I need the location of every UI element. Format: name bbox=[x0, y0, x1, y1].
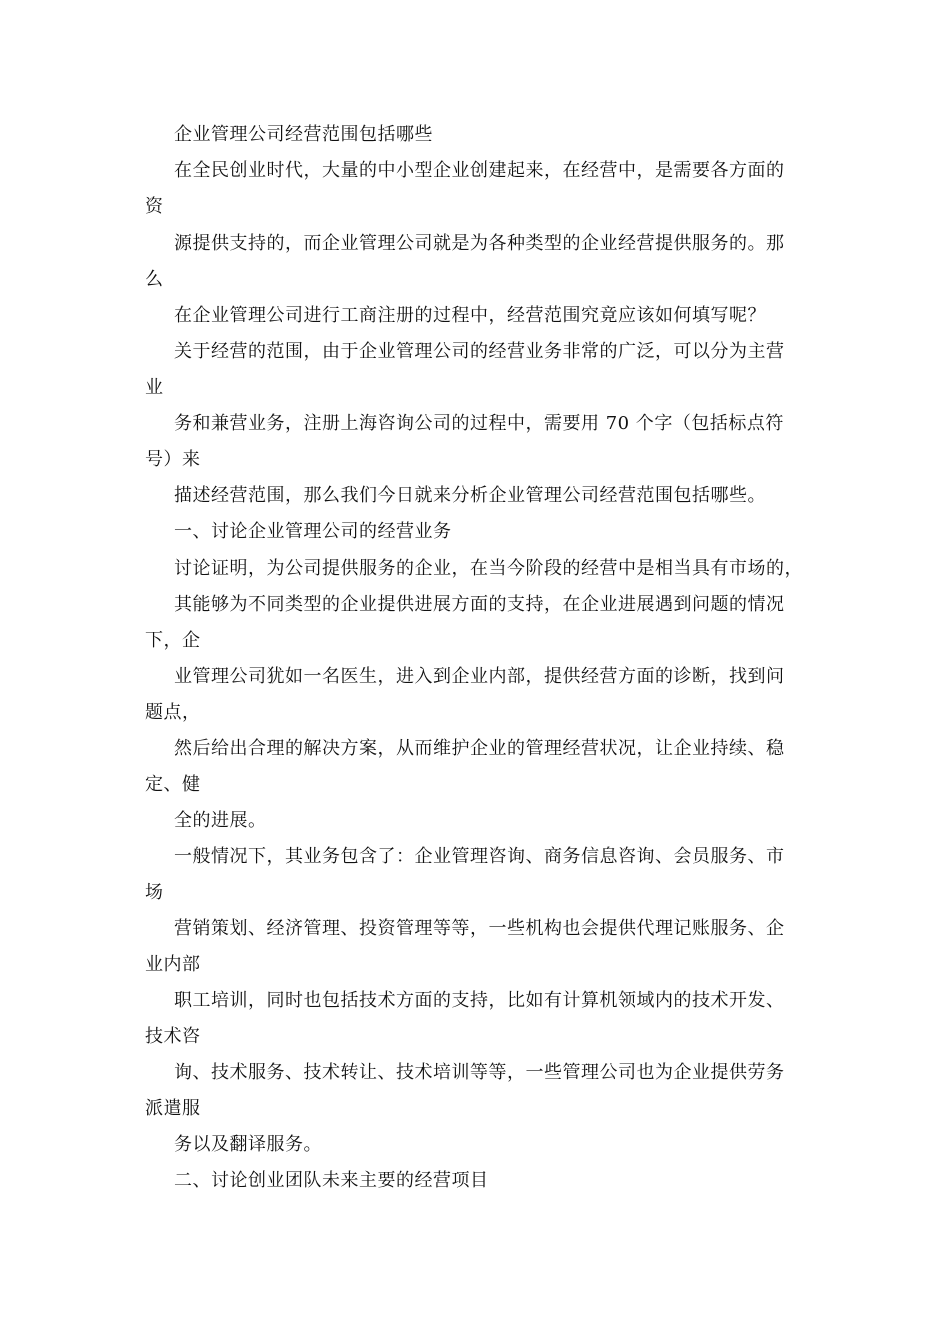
paragraph-line: 询、技术服务、技术转让、技术培训等等，一些管理公司也为企业提供劳务 bbox=[174, 1062, 785, 1083]
paragraph-line: 讨论证明，为公司提供服务的企业，在当今阶段的经营中是相当具有市场的， bbox=[174, 558, 803, 579]
paragraph-line: 派遣服 bbox=[145, 1098, 201, 1119]
paragraph-line: 营销策划、经济管理、投资管理等等，一些机构也会提供代理记账服务、企 bbox=[174, 918, 785, 939]
section-heading: 二、讨论创业团队未来主要的经营项目 bbox=[174, 1170, 489, 1191]
paragraph-line: 源提供支持的，而企业管理公司就是为各种类型的企业经营提供服务的。那 bbox=[174, 233, 785, 254]
section-heading: 一、讨论企业管理公司的经营业务 bbox=[174, 521, 452, 542]
paragraph-line: 在企业管理公司进行工商注册的过程中，经营范围究竟应该如何填写呢？ bbox=[174, 305, 766, 326]
paragraph-line: 其能够为不同类型的企业提供进展方面的支持，在企业进展遇到问题的情况 bbox=[174, 594, 785, 615]
paragraph-line: 务和兼营业务，注册上海咨询公司的过程中，需要用 70 个字（包括标点符 bbox=[174, 413, 784, 434]
paragraph-line: 场 bbox=[145, 882, 164, 903]
paragraph-line: 技术咨 bbox=[145, 1026, 201, 1047]
paragraph-line: 资 bbox=[145, 196, 164, 217]
document-title: 企业管理公司经营范围包括哪些 bbox=[174, 124, 433, 145]
paragraph-line: 下，企 bbox=[145, 630, 201, 651]
paragraph-line: 题点， bbox=[145, 702, 201, 723]
paragraph-line: 一般情况下，其业务包含了：企业管理咨询、商务信息咨询、会员服务、市 bbox=[174, 846, 785, 867]
paragraph-line: 业内部 bbox=[145, 954, 201, 975]
paragraph-line: 描述经营范围，那么我们今日就来分析企业管理公司经营范围包括哪些。 bbox=[174, 485, 766, 506]
paragraph-line: 号）来 bbox=[145, 449, 201, 470]
paragraph-line: 业 bbox=[145, 377, 164, 398]
paragraph-line: 业管理公司犹如一名医生，进入到企业内部，提供经营方面的诊断，找到问 bbox=[174, 666, 785, 687]
paragraph-line: 全的进展。 bbox=[174, 810, 267, 831]
paragraph-line: 关于经营的范围，由于企业管理公司的经营业务非常的广泛，可以分为主营 bbox=[174, 341, 785, 362]
paragraph-line: 然后给出合理的解决方案，从而维护企业的管理经营状况，让企业持续、稳 bbox=[174, 738, 785, 759]
paragraph-line: 职工培训，同时也包括技术方面的支持，比如有计算机领域内的技术开发、 bbox=[174, 990, 785, 1011]
paragraph-line: 在全民创业时代，大量的中小型企业创建起来，在经营中，是需要各方面的 bbox=[174, 160, 785, 181]
paragraph-line: 务以及翻译服务。 bbox=[174, 1134, 322, 1155]
paragraph-line: 么 bbox=[145, 269, 164, 290]
paragraph-line: 定、健 bbox=[145, 774, 201, 795]
